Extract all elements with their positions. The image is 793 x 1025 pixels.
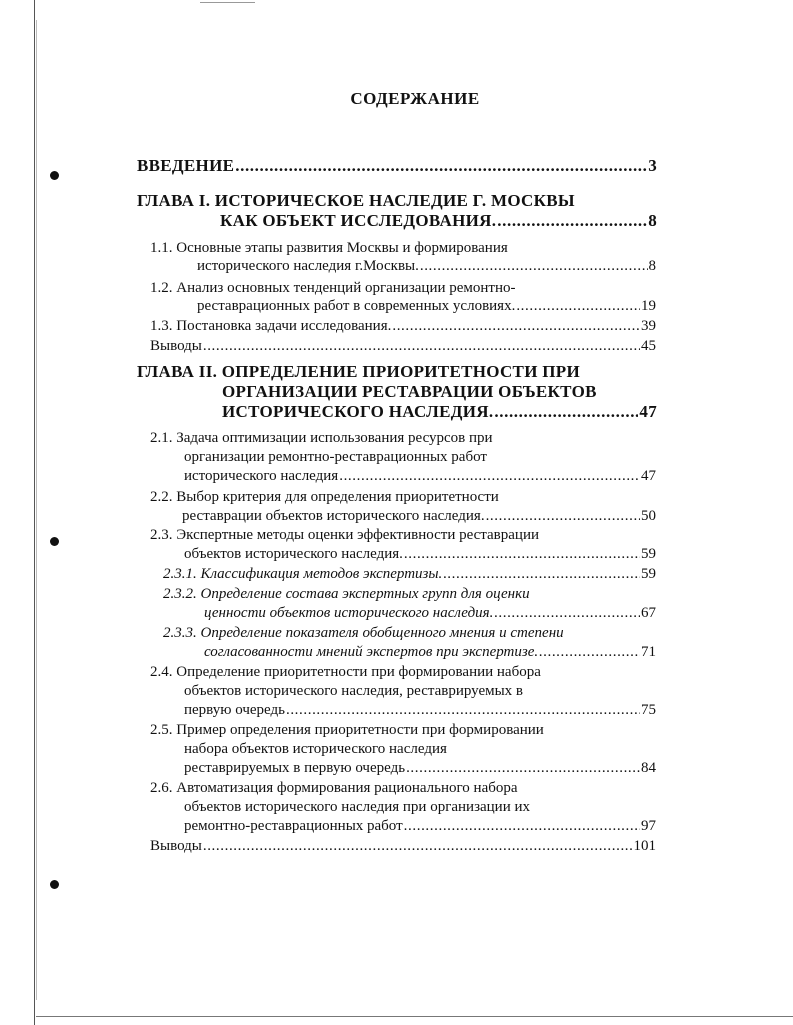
toc-entry-label: Выводы [150, 838, 202, 854]
scan-bottom-line [36, 1016, 793, 1017]
section-2-1-line-2[interactable]: организации ремонтно-реставрационных работ [184, 449, 487, 465]
section-2-3-3-line-1[interactable]: 2.3.3. Определение показателя обобщенного мнения и степени [163, 625, 564, 641]
section-2-3-2-line-2: ценности объектов исторического наследия. [204, 605, 494, 621]
toc-entry-section-2-6[interactable] [184, 818, 656, 835]
section-2-3-line-1[interactable]: 2.3. Экспертные методы оценки эффективности реставрации [150, 527, 540, 543]
binder-hole-mark [50, 171, 59, 180]
binder-hole-mark [50, 537, 59, 546]
chapter-1-title-line-1[interactable]: ГЛАВА I. ИСТОРИЧЕСКОЕ НАСЛЕДИЕ Г. МОСКВЫ [137, 191, 575, 210]
section-2-4-line-2[interactable]: объектов исторического наследия, реставрируемых в [184, 683, 524, 699]
leader-dots [404, 818, 640, 835]
toc-entry-intro[interactable] [137, 156, 657, 176]
chapter-2-title-line-1[interactable]: ГЛАВА II. ОПРЕДЕЛЕНИЕ ПРИОРИТЕТНОСТИ ПРИ [137, 362, 580, 381]
toc-entry-section-2-3-3[interactable] [204, 644, 656, 661]
page-title: СОДЕРЖАНИЕ [350, 89, 480, 108]
toc-entry-label: 2.3.1. Классификация методов экспертизы. [163, 566, 443, 582]
section-2-1-line-1[interactable]: 2.1. Задача оптимизации использования ресурсов при [150, 430, 493, 446]
toc-entry-section-1-1[interactable] [197, 258, 656, 275]
toc-page-number: 19 [641, 298, 656, 314]
toc-entry-section-2-3[interactable] [184, 546, 656, 563]
leader-dots [406, 760, 640, 777]
toc-entry-label: Выводы [150, 338, 202, 354]
section-2-4-line-3: первую очередь [184, 702, 285, 718]
scan-top-mark [200, 2, 255, 3]
toc-entry-section-2-2[interactable] [182, 508, 656, 525]
toc-page-number: 8 [648, 258, 656, 274]
chapter-2-title-line-3: ИСТОРИЧЕСКОГО НАСЛЕДИЯ. [222, 402, 494, 421]
section-2-4-line-1[interactable]: 2.4. Определение приоритетности при формировании набора [150, 664, 541, 680]
section-2-3-2-line-1[interactable]: 2.3.2. Определение состава экспертных групп для оценки [163, 586, 530, 602]
section-1-2-line-1[interactable]: 1.2. Анализ основных тенденций организации ремонтно- [150, 280, 516, 296]
leader-dots [494, 402, 638, 422]
section-2-2-line-2: реставрации объектов исторического наследия. [182, 508, 485, 524]
binder-hole-mark [50, 880, 59, 889]
page-edge-shadow [36, 20, 37, 1000]
section-2-6-line-1[interactable]: 2.6. Автоматизация формирования рационального набора [150, 780, 518, 796]
section-2-3-3-line-2: согласованности мнений экспертов при экспертизе. [204, 644, 539, 660]
toc-page-number: 59 [641, 546, 656, 562]
toc-entry-label: ВВЕДЕНИЕ [137, 156, 235, 175]
leader-dots [339, 468, 640, 485]
toc-entry-section-1-2[interactable] [197, 298, 656, 315]
leader-dots [235, 156, 647, 176]
toc-entry-chapter-2-conclusions[interactable] [150, 838, 656, 855]
toc-page-number: 47 [639, 402, 657, 421]
toc-page-number: 59 [641, 566, 656, 582]
leader-dots [420, 258, 648, 275]
toc-page-number: 47 [641, 468, 656, 484]
toc-entry-section-2-1[interactable] [184, 468, 656, 485]
toc-entry-label: 1.3. Постановка задачи исследования. [150, 318, 392, 334]
toc-page-number: 67 [641, 605, 656, 621]
toc-page-number: 3 [648, 156, 657, 175]
toc-page-number: 84 [641, 760, 656, 776]
section-2-5-line-3: реставрируемых в первую очередь [184, 760, 406, 776]
toc-entry-chapter-2[interactable] [222, 402, 657, 422]
toc-entry-section-2-3-1[interactable] [163, 566, 656, 583]
toc-page-number: 101 [633, 838, 656, 854]
leader-dots [516, 298, 640, 315]
toc-page-number: 39 [641, 318, 656, 334]
leader-dots [203, 338, 640, 355]
toc-page-number: 8 [648, 211, 657, 230]
section-1-2-line-2: реставрационных работ в современных условиях. [197, 298, 516, 314]
leader-dots [443, 566, 640, 583]
section-2-3-line-2: объектов исторического наследия. [184, 546, 403, 562]
section-2-5-line-2[interactable]: набора объектов исторического наследия [184, 741, 447, 757]
toc-entry-chapter-1-conclusions[interactable] [150, 338, 656, 355]
toc-entry-chapter-1[interactable] [220, 211, 657, 231]
leader-dots [392, 318, 640, 335]
section-2-5-line-1[interactable]: 2.5. Пример определения приоритетности при формировании [150, 722, 544, 738]
chapter-1-title-line-2: КАК ОБЪЕКТ ИССЛЕДОВАНИЯ. [220, 211, 497, 230]
section-1-1-line-1[interactable]: 1.1. Основные этапы развития Москвы и формирования [150, 240, 508, 256]
section-2-6-line-2[interactable]: объектов исторического наследия при организации их [184, 799, 531, 815]
toc-entry-section-1-3[interactable] [150, 318, 656, 335]
toc-entry-section-2-5[interactable] [184, 760, 656, 777]
section-2-2-line-1[interactable]: 2.2. Выбор критерия для определения приоритетности [150, 489, 499, 505]
leader-dots [486, 508, 640, 525]
toc-page-number: 45 [641, 338, 656, 354]
page-edge-line [34, 0, 35, 1025]
leader-dots [286, 702, 640, 719]
section-1-1-line-2: исторического наследия г.Москвы. [197, 258, 419, 274]
section-2-1-line-3: исторического наследия [184, 468, 339, 484]
section-2-6-line-3: ремонтно-реставрационных работ [184, 818, 403, 834]
toc-page-number: 75 [641, 702, 656, 718]
leader-dots [497, 211, 647, 231]
chapter-2-title-line-2[interactable]: ОРГАНИЗАЦИИ РЕСТАВРАЦИИ ОБЪЕКТОВ [222, 382, 597, 401]
leader-dots [404, 546, 640, 563]
leader-dots [539, 644, 640, 661]
leader-dots [494, 605, 640, 622]
toc-page-number: 97 [641, 818, 656, 834]
toc-entry-section-2-3-2[interactable] [204, 605, 656, 622]
toc-page-number: 50 [641, 508, 656, 524]
toc-entry-section-2-4[interactable] [184, 702, 656, 719]
toc-page-number: 71 [641, 644, 656, 660]
leader-dots [203, 838, 633, 855]
